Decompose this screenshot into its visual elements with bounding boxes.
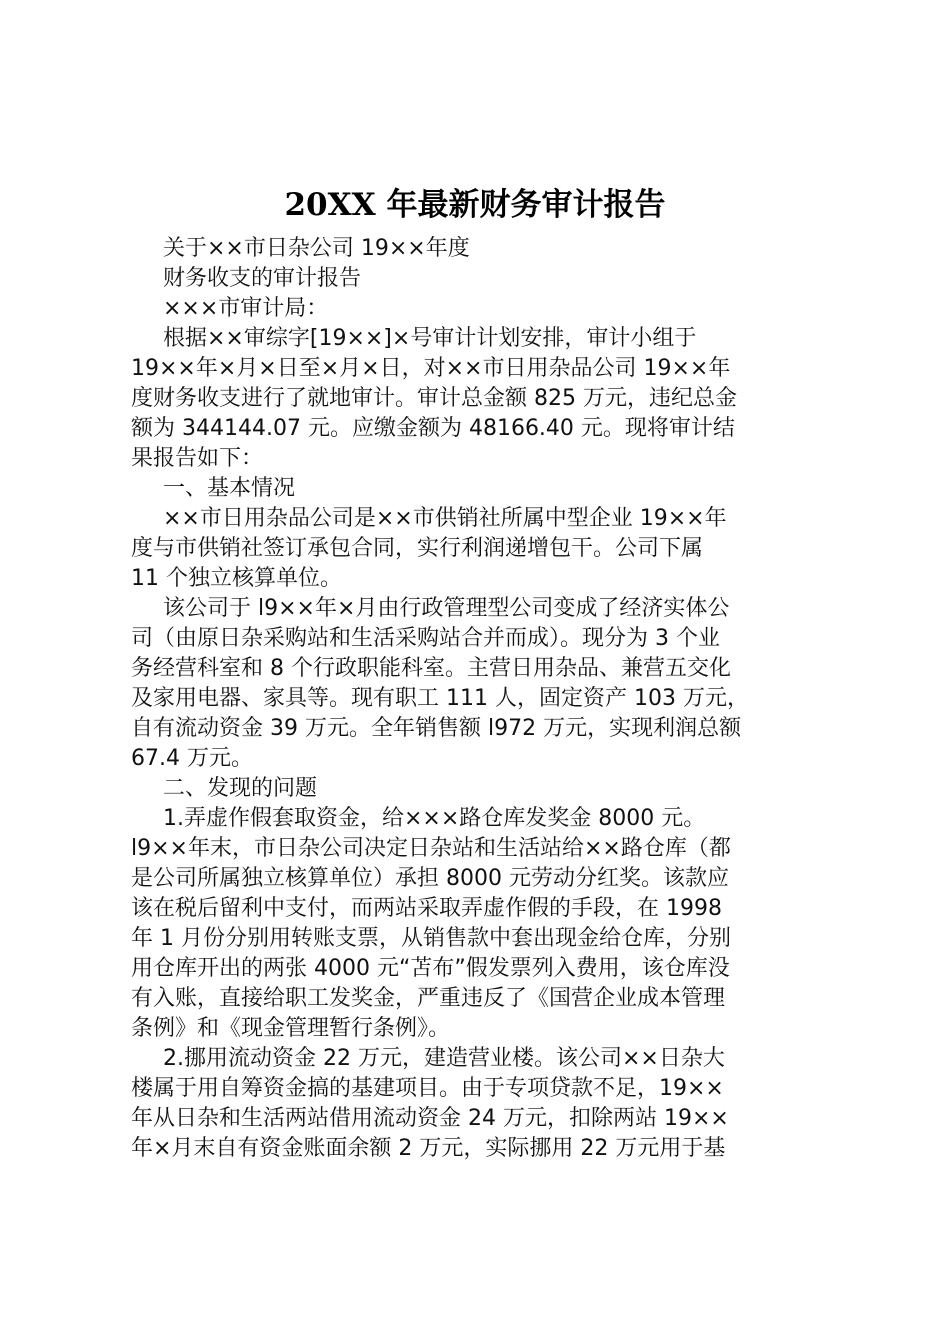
text-line: 19××年×月×日至×月×日，对××市日用杂品公司 19××年 [131, 356, 731, 381]
text-line: 财务收支的审计报告 [163, 266, 362, 291]
text-line: 关于××市日杂公司 19××年度 [163, 236, 470, 261]
text-line: 度财务收支进行了就地审计。审计总金额 825 万元，违纪总金 [131, 386, 737, 411]
text-line: 度与市供销社签订承包合同，实行利润递增包干。公司下属 [131, 536, 704, 561]
text-line: 是公司所属独立核算单位）承担 8000 元劳动分红奖。该款应 [131, 866, 729, 891]
text-line: 司（由原日杂采购站和生活采购站合并而成）。现分为 3 个业 [131, 626, 720, 651]
section-heading: 二、发现的问题 [163, 776, 318, 801]
text-line: l9××年末，市日杂公司决定日杂站和生活站给××路仓库（都 [131, 836, 731, 861]
text-line: 根据××审综字[19××]×号审计计划安排，审计小组于 [163, 326, 697, 351]
text-line: ×××市审计局： [163, 296, 329, 321]
text-line: 67.4 万元。 [131, 746, 253, 771]
text-line: 该公司于 l9××年×月由行政管理型公司变成了经济实体公 [163, 596, 730, 621]
text-line: 年从日杂和生活两站借用流动资金 24 万元，扣除两站 19×× [131, 1106, 729, 1131]
text-line: 2.挪用流动资金 22 万元，建造营业楼。该公司××日杂大 [163, 1046, 725, 1071]
section-heading: 一、基本情况 [163, 476, 296, 501]
text-line: 年 1 月份分别用转账支票，从销售款中套出现金给仓库，分别 [131, 926, 731, 951]
text-line: 11 个独立核算单位。 [131, 566, 342, 591]
text-line: 额为 344144.07 元。应缴金额为 48166.40 元。现将审计结 [131, 416, 735, 441]
text-line: 及家用电器、家具等。现有职工 111 人，固定资产 103 万元， [131, 686, 749, 711]
text-line: 务经营科室和 8 个行政职能科室。主营日用杂品、兼营五交化 [131, 656, 731, 681]
text-line: 该在税后留利中支付，而两站采取弄虚作假的手段，在 1998 [131, 896, 722, 921]
text-line: 有入账，直接给职工发奖金，严重违反了《国营企业成本管理 [131, 986, 726, 1011]
text-line: ××市日用杂品公司是××市供销社所属中型企业 19××年 [163, 506, 727, 531]
document-body [131, 234, 831, 1164]
text-line: 楼属于用自筹资金搞的基建项目。由于专项贷款不足，19×× [131, 1076, 724, 1101]
text-line: 条例》和《现金管理暂行条例》。 [131, 1016, 451, 1041]
text-line: 1.弄虚作假套取资金，给×××路仓库发奖金 8000 元。 [163, 806, 706, 831]
document-title: 20XX 年最新财务审计报告 [284, 187, 666, 223]
text-line: 自有流动资金 39 万元。全年销售额 l972 万元，实现利润总额 [131, 716, 742, 741]
text-line: 用仓库开出的两张 4000 元“苫布”假发票列入费用，该仓库没 [131, 956, 730, 981]
text-line: 年×月末自有资金账面余额 2 万元，实际挪用 22 万元用于基 [131, 1136, 726, 1161]
text-line: 果报告如下： [131, 446, 264, 471]
